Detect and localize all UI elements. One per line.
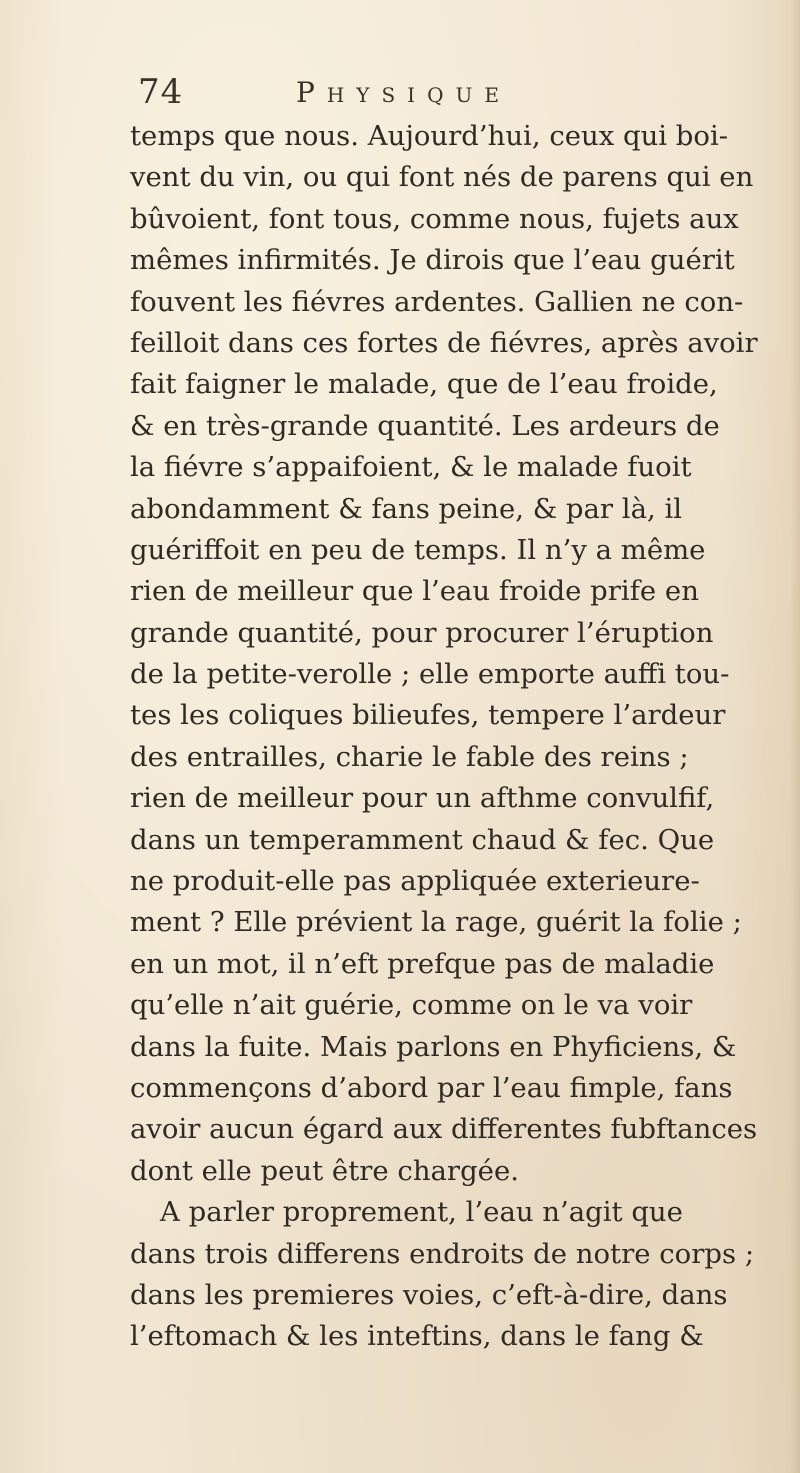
text-line: feilloit dans ces fortes de fiévres, après avoir bbox=[130, 326, 758, 359]
text-line: rien de meilleur que l’eau froide prife en bbox=[130, 575, 699, 608]
text-line: dans la fuite. Mais parlons en Phyficiens, & bbox=[130, 1030, 737, 1063]
text-line: fouvent les fiévres ardentes. Gallien ne con- bbox=[130, 285, 744, 318]
text-line: dans trois differens endroits de notre corps ; bbox=[130, 1237, 755, 1270]
running-title: Physique bbox=[296, 76, 511, 109]
text-line: rien de meilleur pour un afthme convulfif, bbox=[130, 782, 715, 815]
text-line: dont elle peut être chargée. bbox=[130, 1154, 519, 1187]
text-line: tes les coliques bilieufes, tempere l’ardeur bbox=[130, 699, 726, 732]
text-line: ne produit-elle pas appliquée exterieure- bbox=[130, 865, 700, 898]
text-line: guériffoit en peu de temps. Il n’y a même bbox=[130, 533, 706, 566]
text-line: dans les premieres voies, c’eft-à-dire, dans bbox=[130, 1278, 728, 1311]
page-number: 74 bbox=[138, 72, 184, 112]
text-line: la fiévre s’appaifoient, & le malade fuoit bbox=[130, 451, 692, 484]
body-text bbox=[130, 116, 770, 1358]
text-line: temps que nous. Aujourd’hui, ceux qui boi- bbox=[130, 120, 729, 152]
text-line: en un mot, il n’eft prefque pas de maladie bbox=[130, 947, 715, 980]
text-line: fait faigner le malade, que de l’eau froide, bbox=[130, 368, 718, 401]
running-head bbox=[138, 72, 738, 116]
text-line: & en très-grande quantité. Les ardeurs de bbox=[130, 409, 720, 442]
text-line: bûvoient, font tous, comme nous, fujets aux bbox=[130, 202, 739, 235]
text-line: avoir aucun égard aux differentes fubftances bbox=[130, 1113, 758, 1146]
text-line: mêmes infirmités. Je dirois que l’eau guérit bbox=[130, 244, 735, 277]
text-line: abondamment & fans peine, & par là, il bbox=[130, 492, 683, 525]
page-edge-shadow bbox=[790, 0, 800, 1473]
text-line: grande quantité, pour procurer l’éruption bbox=[130, 616, 714, 649]
text-line: des entrailles, charie le fable des reins ; bbox=[130, 740, 689, 773]
text-line: vent du vin, ou qui font nés de parens qui en bbox=[130, 161, 754, 194]
text-line: dans un temperamment chaud & fec. Que bbox=[130, 823, 715, 856]
text-line: de la petite-verolle ; elle emporte auffi tou- bbox=[130, 658, 730, 691]
text-line: ment ? Elle prévient la rage, guérit la folie ; bbox=[130, 906, 742, 939]
text-line: commençons d’abord par l’eau fimple, fans bbox=[130, 1071, 733, 1104]
text-line: l’eftomach & les inteftins, dans le fang & bbox=[130, 1320, 704, 1353]
text-line: qu’elle n’ait guérie, comme on le va voir bbox=[130, 989, 693, 1022]
paragraph-start-line: A parler proprement, l’eau n’agit que bbox=[160, 1196, 683, 1229]
